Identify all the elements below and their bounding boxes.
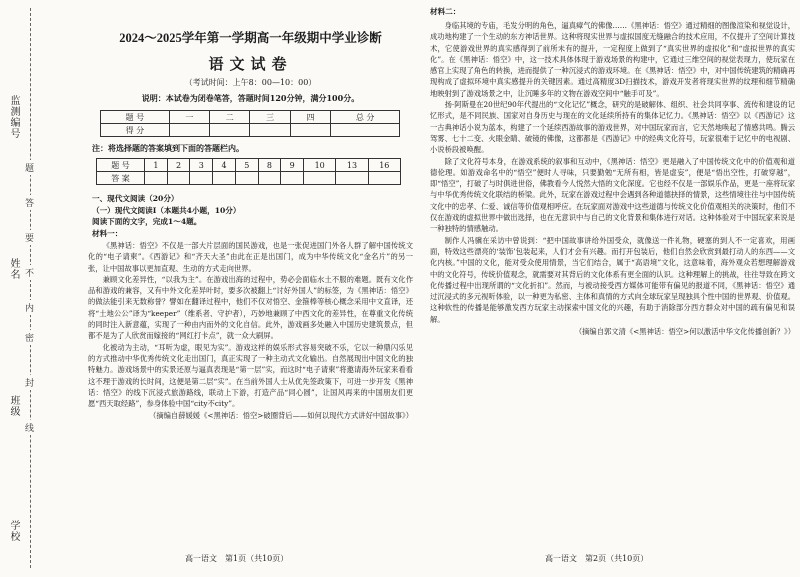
score-cell[interactable]: [290, 124, 330, 137]
answer-header-cell: 16: [368, 159, 400, 172]
exam-time: （考试时间：上午8：00—10：00）: [184, 78, 317, 87]
score-header-cell: 一: [169, 111, 209, 124]
binding-label-school: 学校: [8, 520, 19, 542]
section-subheading: （一）现代文阅读Ⅰ（本题共4小题，10分）: [92, 205, 241, 215]
answer-cell[interactable]: [145, 172, 168, 185]
answer-header-cell: 8: [258, 159, 281, 172]
answer-header-cell: 4: [213, 159, 236, 172]
binding-label-class: 班级: [8, 395, 19, 417]
answer-header-cell: 9: [281, 159, 304, 172]
material1-paragraph: 化被动为主动，“耳听为虚，眼见为实”。游戏这样的娱乐形式容易突破不乐，它以一种鼎闪乐见的方式推动中华优秀传统文化走出国门，真正实现了一种主动式文化输出。自然展现出中国文化的独特魅力。游戏场景中的实景还原与逼真表现是“第一层”实，而这时“电子请柬”将邀请海外玩家来看看这不理于游戏的长时间，这便是第二层“实”。在当前外国人士从优先签政策下，可进一步开发《黑神话：悟空》的线下沉浸式旅游路线，联动上下游，打造产品“同心圆”，让国风再来的中国朋友们更愿“西天取经路”，参身体验中国“city不city”。: [88, 342, 413, 409]
seal-char: 封: [25, 375, 34, 390]
answer-header-cell: 10: [304, 159, 336, 172]
answer-header-cell: 2: [167, 159, 190, 172]
material1-paragraph: 《黑神话：悟空》不仅是一部大片层面的国民游戏，也是一张促进国门外各人群了解中国传统文化的“电子请柬”。《西游记》和“齐天大圣”由此在正是出国门，成为中华传统文化“金名片”的另一张，让中国故事以更加直观、生动的方式走向世界。: [88, 241, 413, 273]
material2-paragraph: 身临其境的专庙，毛发分明的角色，逼真瘴气的佛像……《黑神话：悟空》通过精细的图像渲染和视觉设计，成功地构建了一个生动的东方神话世界。这种将现实世界与虚拟国度无缝融合的技术应用，不仅提升了空间计算技术，它使游戏世界的真实感得到了前所未有的提升，一定程度上做到了“真实世界的虚拟化”和“虚拟世界的真实化”。在《黑神话：悟空》中，这一技术具体体现于游戏场景的构建中，它通过三维空间的视觉表现力，使玩家在感官上实现了角色的转换，进而提供了一种沉浸式的游戏环境。在《黑神话：悟空》中，对中国传统建筑的精确再现构成了虚拟环境中真实感提升的关键因素。通过高精度3D扫描技术，游戏开发者将现实世界的纹理和细节精确地映射到了游戏场景之中，让沉睡多年的文物在游戏空间中“触手可及”。: [430, 21, 795, 98]
right-column: [430, 6, 795, 337]
score-header-cell: 三: [250, 111, 290, 124]
seal-char: 内: [25, 300, 34, 315]
answer-table: [96, 158, 401, 185]
material1-source: （摘编自薛媛媛《<黑神话：悟空>破圈背后——如何以现代方式讲好中国故事》）: [149, 411, 413, 421]
answer-cell[interactable]: [213, 172, 236, 185]
answer-header-cell: 13: [336, 159, 368, 172]
answer-header-cell: 1: [145, 159, 168, 172]
answer-cell[interactable]: [167, 172, 190, 185]
answer-cell[interactable]: [190, 172, 213, 185]
exam-subject: 语文试卷: [208, 55, 293, 73]
material2-paragraph: 除了文化符号本身，在游戏系统的叙事和互动中，《黑神话：悟空》更是融入了中国传统文化中的价值观和道德伦理。如游戏命名中的“悟空”便时人寻味，只要勤勉“无所有相，皆是虚妄”，便是“悟出空性，打破穿越”，即“悟空”，打破了与时俱进世俗，佛教看今人悦然大悟的文化深度。它也经不仅是一部娱乐作品，更是一座将玩家与中华优秀传统文化联结的桥梁。此外，玩家在游戏过程中会遇到各种道德抉择的情景，这些情境往往与中国传统文化中的忠孝、仁爱、诚信等价值观相呼应。在玩家面对游戏中这些道德与传统文化价值观相关的决策时，他们不仅在游戏的虚拟世界中做出选择，也在无意识中与自己的文化背景和集体进行对话。这种体验对于中国玩家来说是一种独特的情感触动。: [430, 156, 796, 234]
section-heading: 一、现代文阅读（20分）: [92, 194, 179, 203]
material1-label: 材料一：: [92, 228, 123, 238]
binding-label-number: 监测编号: [8, 95, 19, 139]
score-header-cell: 总 分: [331, 111, 400, 124]
seal-char: 要: [25, 230, 34, 245]
score-row-label: 得 分: [101, 124, 170, 137]
left-column: [88, 6, 413, 421]
material2-paragraph: 扬·阿斯曼在20世纪90年代提出的“文化记忆”概念，研究的是破解体、组织、社会共同享事、流传和建设的记忆形式，是不同民族、国家对自身历史与现在的文化延续所持有的集体记忆力。《黑神话：悟空》以《西游记》这一古典神话小说为蓝本，构建了一个延续西游故事的游戏世界，对中国玩家而言，它天然地唤起了情感共鸣。腾云驾雾、七十二变、火眼金睛、破镜的佛像，这都都是《西游记》中的经典文化符号，玩家很难于记忆中的电视剧、小说桥段被唤醒。: [430, 100, 795, 155]
seal-char: 密: [25, 330, 34, 345]
material2-paragraph: 制作人冯骥在采访中曾说到：“把中国故事讲给外国受众，就像送一件礼物，硬塞的到人不一定喜欢，用画面，特效这些漂亮的‘装饰’包装起来，人们才会有兴趣。而打开包装后，他们自然会欣赏到最打动人的东西——文化内核。”中国的文化，能对受众使用情景，当它们结合，属于“高语境”文化，这意味着，海外观众若想理解游戏中的文化符号，传统价值观念，就需要对其背后的文化体系有更全面的认识。这种理解上的挑战，往往导致在跨文化传播过程中出现所谓的“文化折扣”。然而，与被动接受西方媒体可能带有偏见的报道不同，《黑神话：悟空》通过沉浸式的多元视听体验，以一种更为私密、主体和真情的方式向全球玩家呈现独具个性中国的世界观、价值观。这种软性的传播是能够激发西方玩家主动探索中国文化的兴趣，有助于消除部分西方群众对中国的疏有偏见和误解。: [430, 235, 795, 324]
score-header-cell: 四: [290, 111, 330, 124]
seal-char: 线: [25, 420, 34, 435]
answer-cell[interactable]: [304, 172, 336, 185]
score-cell[interactable]: [331, 124, 400, 137]
page-footer-right: 高一语文 第2页（共10页）: [545, 554, 649, 563]
answer-note: 注：将选择题的答案填到下面的答题栏内。: [92, 143, 244, 153]
material2-label: 材料二：: [430, 7, 461, 16]
material2-source: （摘编自郭文清《<黑神话：悟空>何以激活中华文化传播创新？》）: [574, 327, 795, 337]
score-header-cell: 二: [210, 111, 250, 124]
score-cell[interactable]: [250, 124, 290, 137]
answer-cell[interactable]: [368, 172, 400, 185]
page-footer-left: 高一语文 第1页（共10页）: [185, 554, 289, 563]
seal-char: 不: [25, 265, 34, 280]
exam-header-title: 2024～2025学年第一学期高一年级期中学业诊断: [119, 31, 382, 45]
seal-char: 题: [25, 160, 34, 175]
seal-char: 答: [25, 195, 34, 210]
exam-instructions: 说明：本试卷为闭卷笔答，答题时间120分钟，满分100分。: [141, 93, 360, 103]
answer-cell[interactable]: [235, 172, 258, 185]
score-header-cell: 题 号: [101, 111, 170, 124]
answer-header-cell: 5: [235, 159, 258, 172]
answer-header-cell: 3: [190, 159, 213, 172]
answer-header-cell: 题 号: [97, 159, 145, 172]
binding-dashed-line: [30, 8, 31, 568]
material1-paragraph: 兼顾文化差异性，“以我为主”。在游戏出海的过程中，势必会面临水土不服的难题。既有文化作品和游戏的兼容，又有中外文化差异叶时，要多次被翻上“讨好外国人”的标签，为《黑神话：悟空》的做法能引来无数称誉？譬如在翻译过程中，他们不仅对悟空、金箍棒等核心概念采用中文直译，还将“土地公公”译为“keeper”（维系者、守护者），巧妙地兼顾了中西文化的差异性，在尊重文化传统的同时注入新意蕴，实现了一种由内而外的文化自信。此外，游戏画多处融入中国历史建筑景点，但都不是为了人欣赏而嫁接的“网红打卡点”，就一众大刷屏。: [88, 274, 413, 341]
score-cell[interactable]: [210, 124, 250, 137]
answer-row-label: 答 案: [97, 172, 145, 185]
answer-cell[interactable]: [281, 172, 304, 185]
score-table: [100, 110, 400, 137]
section-prompt: 阅读下面的文字，完成1～4题。: [92, 217, 202, 226]
answer-cell[interactable]: [336, 172, 368, 185]
answer-cell[interactable]: [258, 172, 281, 185]
binding-label-name: 姓名: [8, 258, 19, 280]
binding-margin: [0, 0, 42, 577]
score-cell[interactable]: [169, 124, 209, 137]
